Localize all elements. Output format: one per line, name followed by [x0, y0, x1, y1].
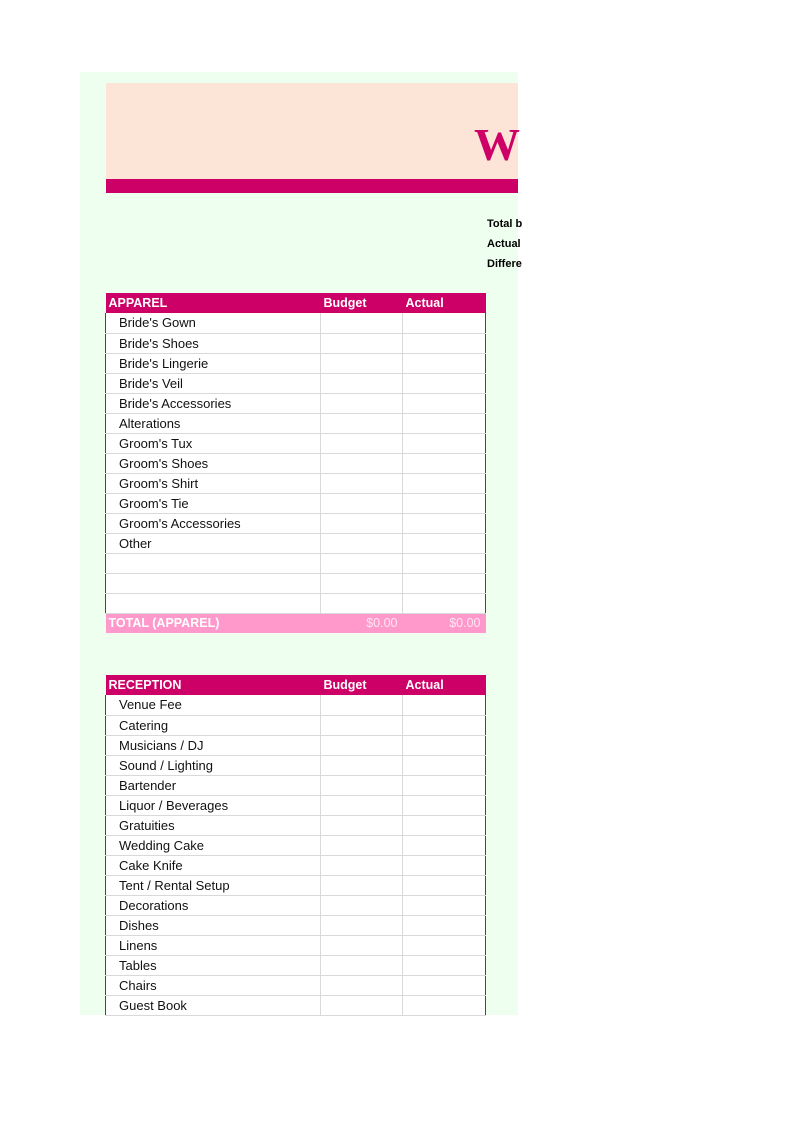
apparel-total-label: TOTAL (APPAREL) [106, 613, 321, 633]
apparel-budget-cell[interactable] [321, 313, 403, 333]
reception-item-label[interactable]: Catering [106, 715, 321, 735]
reception-item-label[interactable]: Decorations [106, 895, 321, 915]
table-row [106, 473, 486, 493]
reception-item-label[interactable]: Linens [106, 935, 321, 955]
apparel-item-label[interactable]: Other [106, 533, 321, 553]
reception-actual-cell[interactable] [403, 935, 486, 955]
reception-budget-cell[interactable] [321, 995, 403, 1015]
reception-item-label[interactable]: Wedding Cake [106, 835, 321, 855]
apparel-header-row [106, 293, 486, 313]
apparel-budget-cell[interactable] [321, 413, 403, 433]
reception-header-budget: Budget [321, 675, 403, 695]
apparel-item-label[interactable]: Groom's Tie [106, 493, 321, 513]
apparel-actual-cell[interactable] [403, 393, 486, 413]
table-row [106, 715, 486, 735]
reception-header-actual: Actual [403, 675, 486, 695]
reception-actual-cell[interactable] [403, 875, 486, 895]
reception-actual-cell[interactable] [403, 695, 486, 715]
apparel-item-label[interactable] [106, 573, 321, 593]
reception-budget-cell[interactable] [321, 935, 403, 955]
apparel-actual-cell[interactable] [403, 333, 486, 353]
table-row [106, 493, 486, 513]
table-row [106, 333, 486, 353]
reception-budget-cell[interactable] [321, 875, 403, 895]
apparel-actual-cell[interactable] [403, 493, 486, 513]
table-row [106, 593, 486, 613]
reception-actual-cell[interactable] [403, 895, 486, 915]
summary-total-budget-label: Total b [487, 218, 523, 230]
reception-actual-cell[interactable] [403, 715, 486, 735]
apparel-actual-cell[interactable] [403, 533, 486, 553]
reception-item-label[interactable]: Cake Knife [106, 855, 321, 875]
summary-actual-label: Actual [487, 238, 521, 250]
table-row [106, 775, 486, 795]
reception-item-label[interactable]: Tables [106, 955, 321, 975]
table-row [106, 353, 486, 373]
apparel-budget-cell[interactable] [321, 373, 403, 393]
apparel-item-label[interactable]: Groom's Shoes [106, 453, 321, 473]
apparel-actual-cell[interactable] [403, 593, 486, 613]
apparel-budget-cell[interactable] [321, 333, 403, 353]
table-row [106, 573, 486, 593]
reception-actual-cell[interactable] [403, 775, 486, 795]
reception-budget-cell[interactable] [321, 975, 403, 995]
reception-item-label[interactable]: Bartender [106, 775, 321, 795]
apparel-actual-cell[interactable] [403, 473, 486, 493]
apparel-item-label[interactable]: Bride's Shoes [106, 333, 321, 353]
table-row [106, 975, 486, 995]
reception-item-label[interactable]: Tent / Rental Setup [106, 875, 321, 895]
table-row [106, 875, 486, 895]
table-row [106, 735, 486, 755]
table-row [106, 855, 486, 875]
table-row [106, 835, 486, 855]
table-row [106, 955, 486, 975]
apparel-header-budget: Budget [321, 293, 403, 313]
apparel-actual-cell[interactable] [403, 573, 486, 593]
table-row [106, 995, 486, 1015]
reception-budget-cell[interactable] [321, 915, 403, 935]
title-underline-bar [106, 179, 518, 193]
apparel-header-label: APPAREL [106, 293, 321, 313]
reception-budget-cell[interactable] [321, 895, 403, 915]
apparel-table [105, 293, 486, 633]
apparel-budget-cell[interactable] [321, 533, 403, 553]
reception-item-label[interactable]: Dishes [106, 915, 321, 935]
apparel-total-budget[interactable]: $0.00 [321, 613, 403, 633]
table-row [106, 313, 486, 333]
apparel-item-label[interactable]: Bride's Lingerie [106, 353, 321, 373]
reception-item-label[interactable]: Venue Fee [106, 695, 321, 715]
apparel-actual-cell[interactable] [403, 413, 486, 433]
reception-actual-cell[interactable] [403, 975, 486, 995]
apparel-budget-cell[interactable] [321, 513, 403, 533]
reception-budget-cell[interactable] [321, 815, 403, 835]
table-row [106, 413, 486, 433]
table-row [106, 453, 486, 473]
apparel-budget-cell[interactable] [321, 433, 403, 453]
table-row [106, 795, 486, 815]
summary-difference-label: Differe [487, 258, 522, 270]
reception-actual-cell[interactable] [403, 755, 486, 775]
apparel-item-label[interactable]: Groom's Tux [106, 433, 321, 453]
reception-actual-cell[interactable] [403, 815, 486, 835]
reception-budget-cell[interactable] [321, 715, 403, 735]
apparel-actual-cell[interactable] [403, 433, 486, 453]
reception-budget-cell[interactable] [321, 695, 403, 715]
apparel-budget-cell[interactable] [321, 493, 403, 513]
apparel-item-label[interactable]: Groom's Accessories [106, 513, 321, 533]
apparel-item-label[interactable]: Bride's Accessories [106, 393, 321, 413]
spreadsheet-page [80, 72, 523, 1015]
apparel-budget-cell[interactable] [321, 453, 403, 473]
apparel-item-label[interactable] [106, 553, 321, 573]
reception-budget-cell[interactable] [321, 755, 403, 775]
reception-actual-cell[interactable] [403, 735, 486, 755]
reception-actual-cell[interactable] [403, 915, 486, 935]
apparel-item-label[interactable]: Alterations [106, 413, 321, 433]
apparel-actual-cell[interactable] [403, 313, 486, 333]
apparel-actual-cell[interactable] [403, 513, 486, 533]
reception-item-label[interactable]: Guest Book [106, 995, 321, 1015]
reception-actual-cell[interactable] [403, 955, 486, 975]
apparel-budget-cell[interactable] [321, 573, 403, 593]
reception-actual-cell[interactable] [403, 995, 486, 1015]
apparel-budget-cell[interactable] [321, 593, 403, 613]
apparel-total-row [106, 613, 486, 633]
table-row [106, 935, 486, 955]
apparel-item-label[interactable]: Groom's Shirt [106, 473, 321, 493]
reception-header-row [106, 675, 486, 695]
reception-budget-cell[interactable] [321, 855, 403, 875]
reception-actual-cell[interactable] [403, 855, 486, 875]
reception-item-label[interactable]: Gratuities [106, 815, 321, 835]
reception-item-label[interactable]: Chairs [106, 975, 321, 995]
apparel-actual-cell[interactable] [403, 353, 486, 373]
reception-table [105, 675, 486, 1016]
apparel-actual-cell[interactable] [403, 373, 486, 393]
reception-actual-cell[interactable] [403, 795, 486, 815]
table-row [106, 755, 486, 775]
reception-budget-cell[interactable] [321, 775, 403, 795]
title-banner [106, 83, 518, 179]
apparel-actual-cell[interactable] [403, 553, 486, 573]
apparel-total-actual[interactable]: $0.00 [403, 613, 486, 633]
reception-budget-cell[interactable] [321, 835, 403, 855]
table-row [106, 373, 486, 393]
table-row [106, 815, 486, 835]
reception-item-label[interactable]: Liquor / Beverages [106, 795, 321, 815]
table-row [106, 513, 486, 533]
apparel-header-actual: Actual [403, 293, 486, 313]
summary-labels [487, 217, 522, 277]
apparel-budget-cell[interactable] [321, 353, 403, 373]
reception-budget-cell[interactable] [321, 795, 403, 815]
apparel-item-label[interactable] [106, 593, 321, 613]
table-row [106, 895, 486, 915]
table-row [106, 553, 486, 573]
apparel-budget-cell[interactable] [321, 473, 403, 493]
reception-actual-cell[interactable] [403, 835, 486, 855]
reception-budget-cell[interactable] [321, 735, 403, 755]
reception-item-label[interactable]: Sound / Lighting [106, 755, 321, 775]
page-title: W [474, 119, 520, 170]
table-row [106, 393, 486, 413]
apparel-actual-cell[interactable] [403, 453, 486, 473]
reception-item-label[interactable]: Musicians / DJ [106, 735, 321, 755]
table-row [106, 695, 486, 715]
apparel-item-label[interactable]: Bride's Veil [106, 373, 321, 393]
reception-header-label: RECEPTION [106, 675, 321, 695]
table-row [106, 915, 486, 935]
apparel-budget-cell[interactable] [321, 393, 403, 413]
reception-budget-cell[interactable] [321, 955, 403, 975]
table-row [106, 533, 486, 553]
table-row [106, 433, 486, 453]
apparel-budget-cell[interactable] [321, 553, 403, 573]
apparel-item-label[interactable]: Bride's Gown [106, 313, 321, 333]
